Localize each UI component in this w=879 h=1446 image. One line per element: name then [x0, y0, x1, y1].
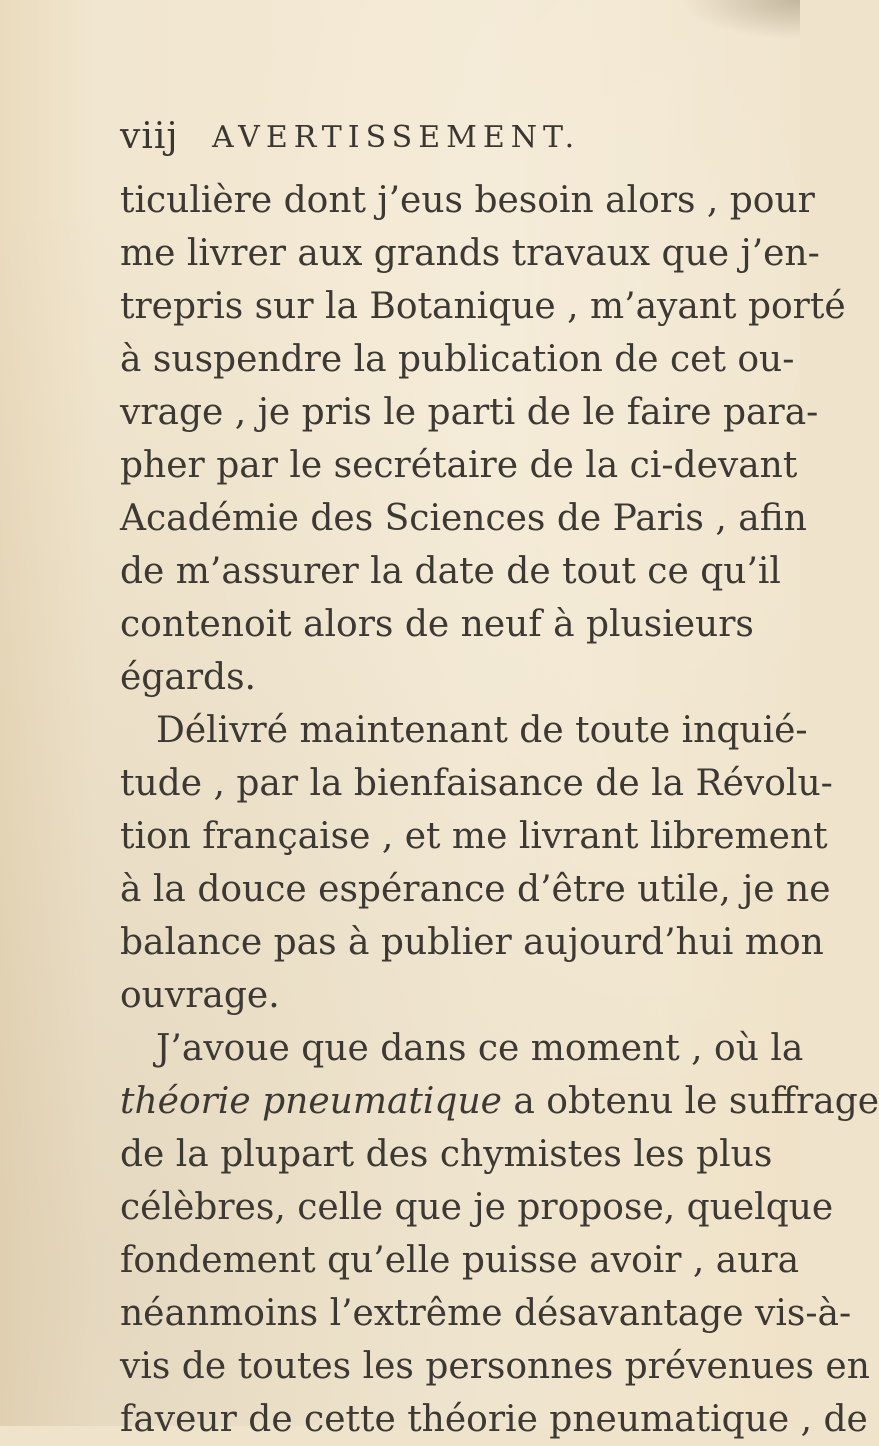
text-line: à suspendre la publication de cet ou- [120, 339, 795, 380]
paragraph-start-line: J’avoue que dans ce moment , où la [156, 1028, 804, 1069]
text-line: néanmoins l’extrême désavantage vis-à- [120, 1293, 852, 1334]
text-line: vis de toutes les personnes prévenues en [120, 1346, 870, 1387]
text-line: ouvrage. [120, 975, 280, 1016]
text-line: faveur de cette théorie pneumatique , de [120, 1399, 868, 1440]
page-stain [680, 0, 800, 40]
body-text [120, 174, 879, 1446]
text-line: tion française , et me livrant librement [120, 816, 828, 857]
text-line: fondement qu’elle puisse avoir , aura [120, 1240, 800, 1281]
italic-phrase: théorie pneumatique [120, 1081, 502, 1122]
paragraph-start-line: Délivré maintenant de toute inquié- [156, 710, 808, 751]
text-line: de la plupart des chymistes les plus [120, 1134, 773, 1175]
text-line: de m’assurer la date de tout ce qu’il [120, 551, 781, 592]
text-line: ticulière dont j’eus besoin alors , pour [120, 180, 815, 221]
text-line: pher par le secrétaire de la ci-devant [120, 445, 798, 486]
text-line-with-italic [120, 1075, 879, 1128]
page-header [120, 116, 740, 172]
text-line: égards. [120, 657, 256, 698]
text-line: tude , par la bienfaisance de la Révolu- [120, 763, 833, 804]
text-line: trepris sur la Botanique , m’ayant porté [120, 286, 846, 327]
text-line: me livrer aux grands travaux que j’en- [120, 233, 820, 274]
text-line: à la douce espérance d’être utile, je ne [120, 869, 831, 910]
text-line-rest: a obtenu le suffrage [501, 1081, 879, 1122]
running-head: AVERTISSEMENT. [212, 120, 581, 155]
text-line: Académie des Sciences de Paris , afin [120, 498, 807, 539]
text-line: vrage , je pris le parti de le faire para- [120, 392, 819, 433]
text-line: contenoit alors de neuf à plusieurs [120, 604, 754, 645]
text-line: balance pas à publier aujourd’hui mon [120, 922, 824, 963]
page-number: viij [120, 116, 179, 157]
text-line: célèbres, celle que je propose, quelque [120, 1187, 834, 1228]
